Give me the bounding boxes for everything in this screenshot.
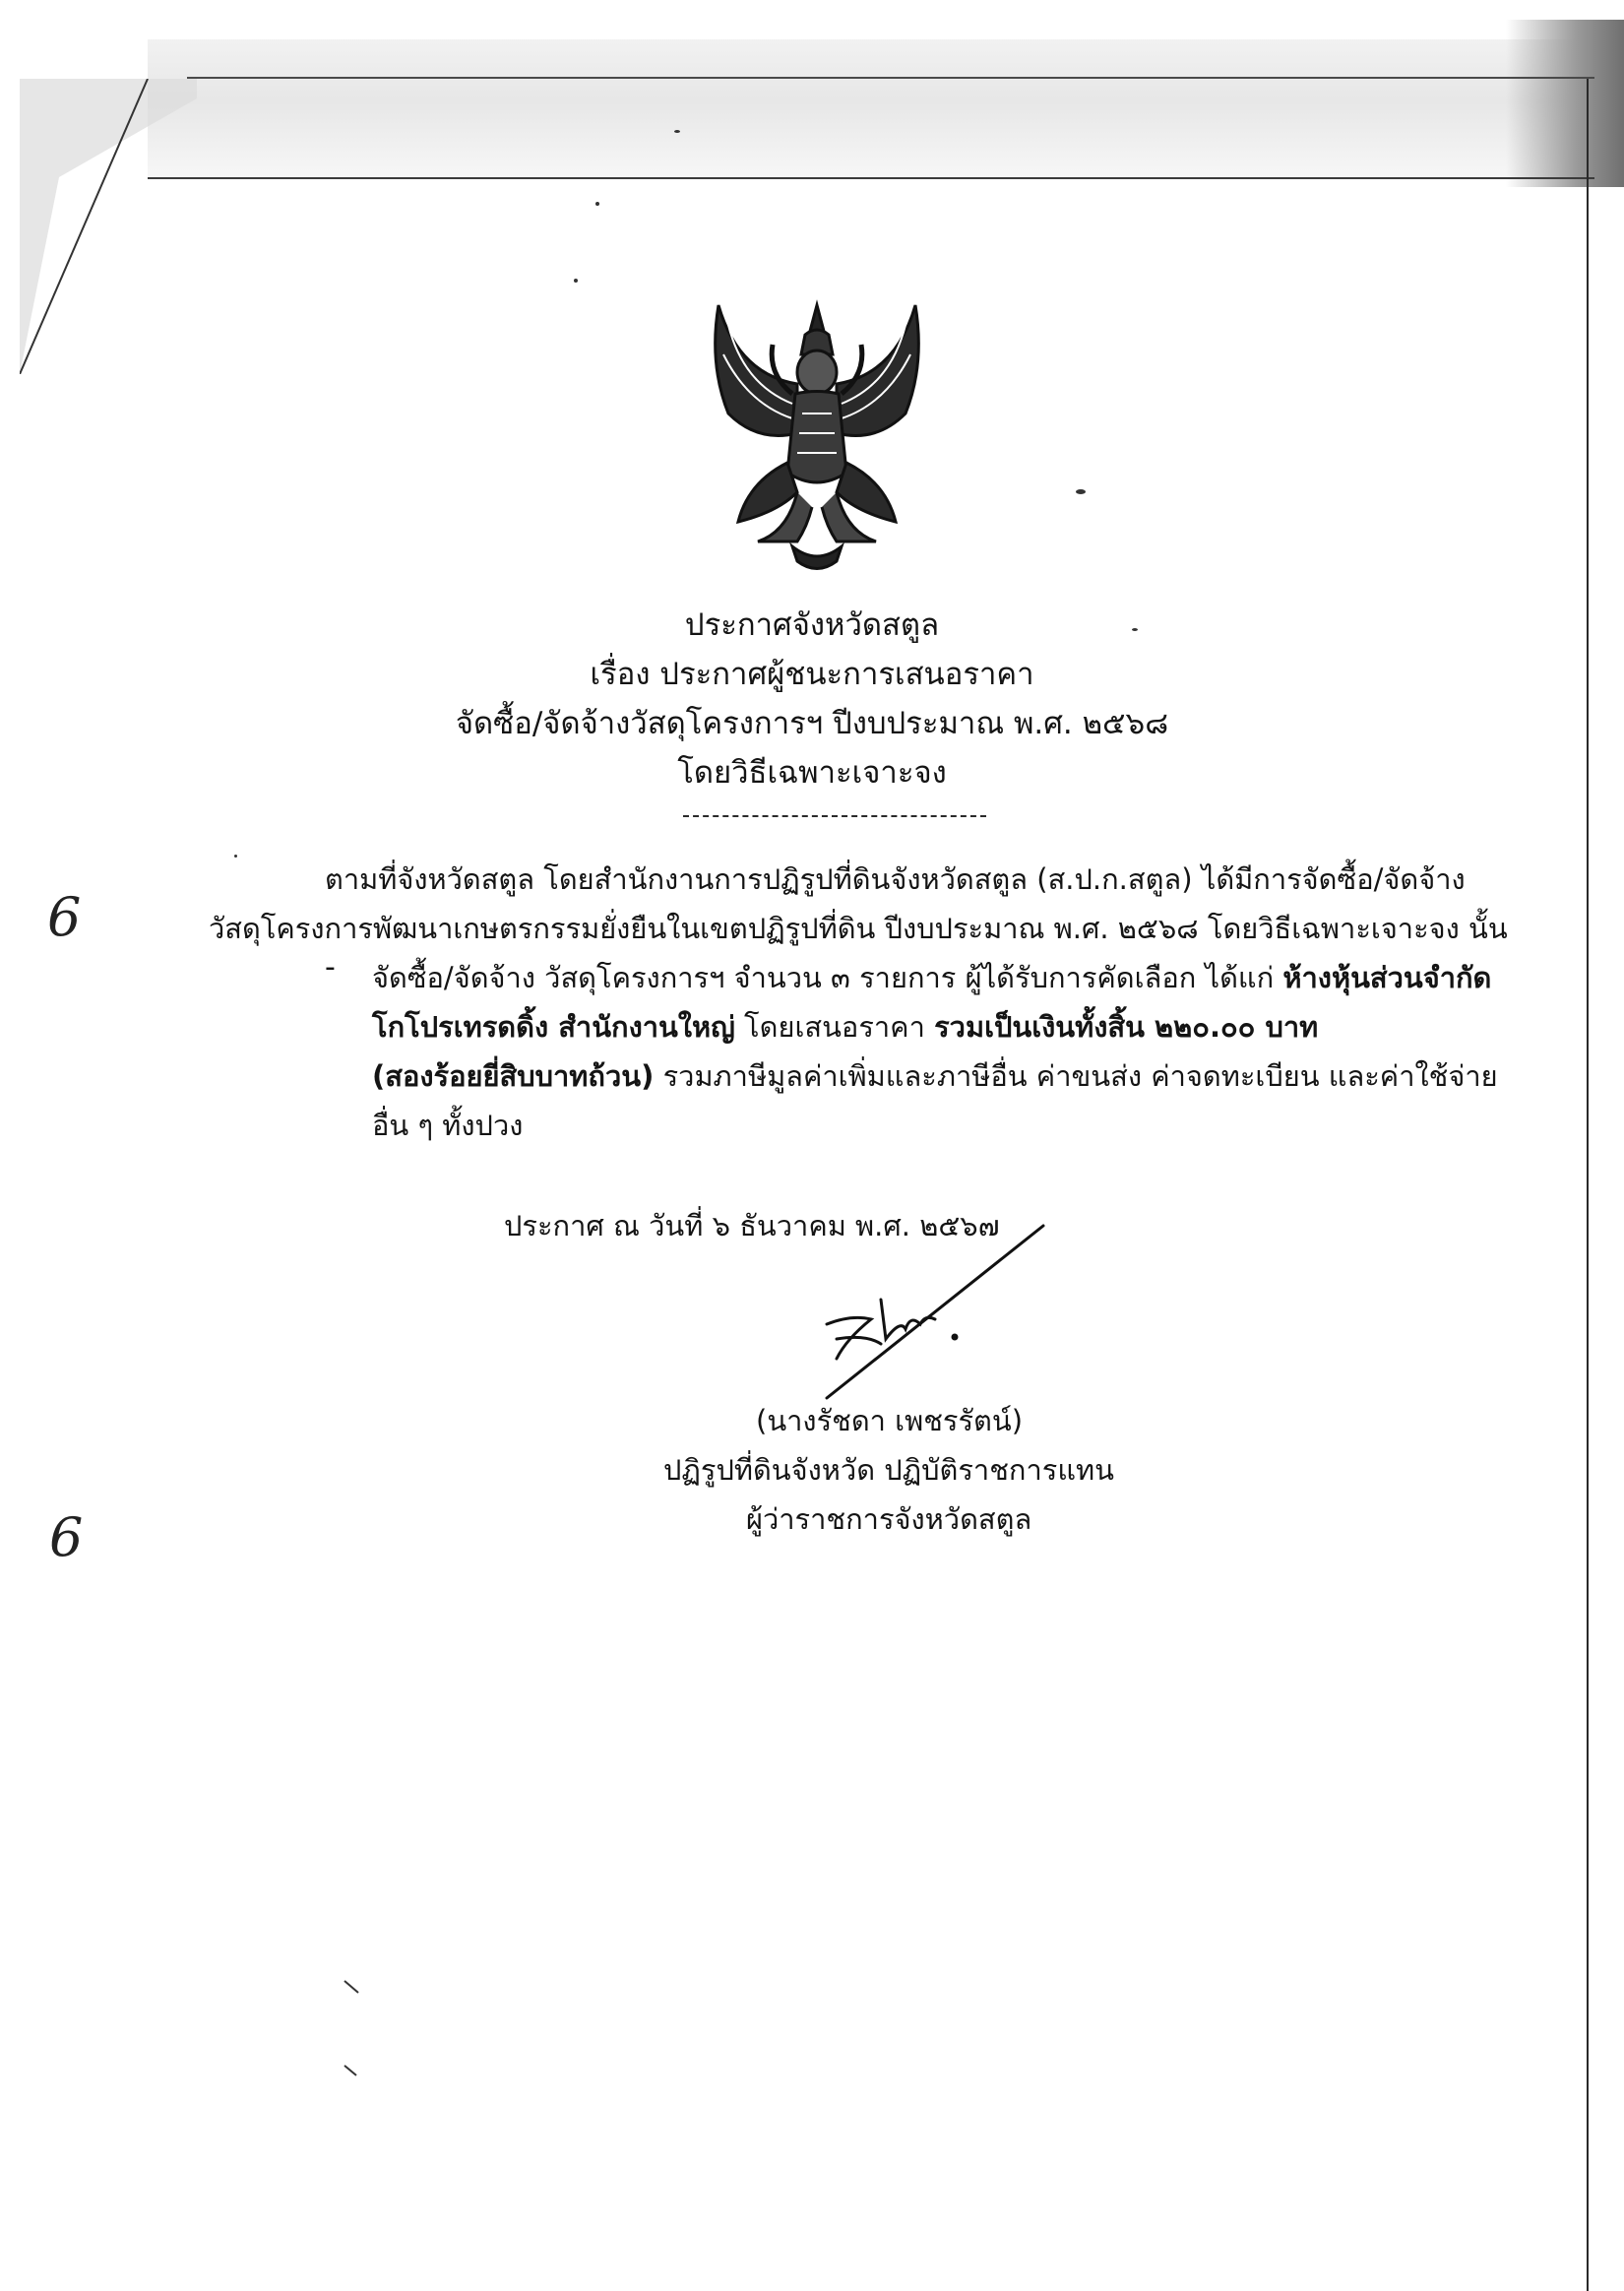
announcement-date: ประกาศ ณ วันที่ ๖ ธันวาคม พ.ศ. ๒๕๖๗	[504, 1209, 1000, 1242]
signatory-position: ปฏิรูปที่ดินจังหวัด ปฏิบัติราชการแทน	[663, 1453, 1114, 1487]
header-divider	[683, 815, 986, 817]
scan-scratch	[343, 1979, 372, 2077]
item-line-1-text: จัดซื้อ/จัดจ้าง วัสดุโครงการฯ จำนวน ๓ รายการ ผู้ได้รับการคัดเลือก ได้แก่	[372, 961, 1283, 994]
scan-shadow	[148, 39, 1594, 177]
margin-mark: 6	[49, 1506, 84, 1568]
page-edge-line	[148, 177, 1594, 179]
handwritten-signature	[807, 1221, 1063, 1408]
page-edge-top	[187, 77, 1594, 79]
announcement-project: จัดซื้อ/จัดจ้างวัสดุโครงการฯ ปีงบประมาณ พ.ศ. ๒๕๖๘	[455, 706, 1169, 741]
item-line-2-text: โดยเสนอราคา	[734, 1010, 935, 1044]
item-line-3	[372, 1051, 1498, 1101]
scan-speck	[595, 202, 599, 206]
announcement-header	[0, 601, 1624, 797]
item-line-3-text: รวมภาษีมูลค่าเพิ่มและภาษีอื่น ค่าขนส่ง ค่าจดทะเบียน และค่าใช้จ่าย	[654, 1059, 1498, 1093]
announcement-title: ประกาศจังหวัดสตูล	[684, 607, 940, 643]
total-amount: รวมเป็นเงินทั้งสิ้น ๒๒๐.๐๐ บาท	[934, 1010, 1319, 1044]
announcement-method: โดยวิธีเฉพาะเจาะจง	[677, 755, 947, 791]
scan-speck	[1132, 628, 1138, 631]
announcement-subject: เรื่อง ประกาศผู้ชนะการเสนอราคา	[590, 657, 1034, 692]
signatory-office: ผู้ว่าราชการจังหวัดสตูล	[746, 1502, 1032, 1536]
winner-company-name: โกโปรเทรดดิ้ง สำนักงานใหญ่	[372, 1010, 735, 1044]
scan-speck	[1076, 489, 1086, 494]
folded-corner	[20, 79, 197, 374]
scan-speck	[674, 130, 680, 133]
winner-company-type: ห้างหุ้นส่วนจำกัด	[1282, 961, 1492, 994]
amount-in-words: (สองร้อยยี่สิบบาทถ้วน)	[372, 1059, 655, 1093]
garuda-emblem-icon	[699, 295, 935, 571]
margin-mark: 6	[47, 886, 82, 948]
scan-speck	[234, 855, 237, 858]
item-line-4: อื่น ๆ ทั้งปวง	[372, 1109, 524, 1142]
item-line-2	[372, 1002, 1318, 1051]
signatory-name: (นางรัชดา เพชรรัตน์)	[756, 1404, 1024, 1437]
paragraph-line-2: วัสดุโครงการพัฒนาเกษตรกรรมยั่งยืนในเขตปฏิรูปที่ดิน ปีงบประมาณ พ.ศ. ๒๕๖๘ โดยวิธีเฉพาะเจาะจง นั้น	[209, 912, 1508, 945]
item-line-1	[372, 953, 1491, 1002]
page-right-edge	[1587, 79, 1589, 2291]
paragraph-line-1: ตามที่จังหวัดสตูล โดยสำนักงานการปฏิรูปที่ดินจังหวัดสตูล (ส.ป.ก.สตูล) ได้มีการจัดซื้อ/จัดจ้าง	[325, 862, 1466, 896]
item-bullet: -	[325, 950, 336, 985]
scan-speck	[574, 279, 578, 283]
scan-shadow-right	[1506, 20, 1624, 187]
